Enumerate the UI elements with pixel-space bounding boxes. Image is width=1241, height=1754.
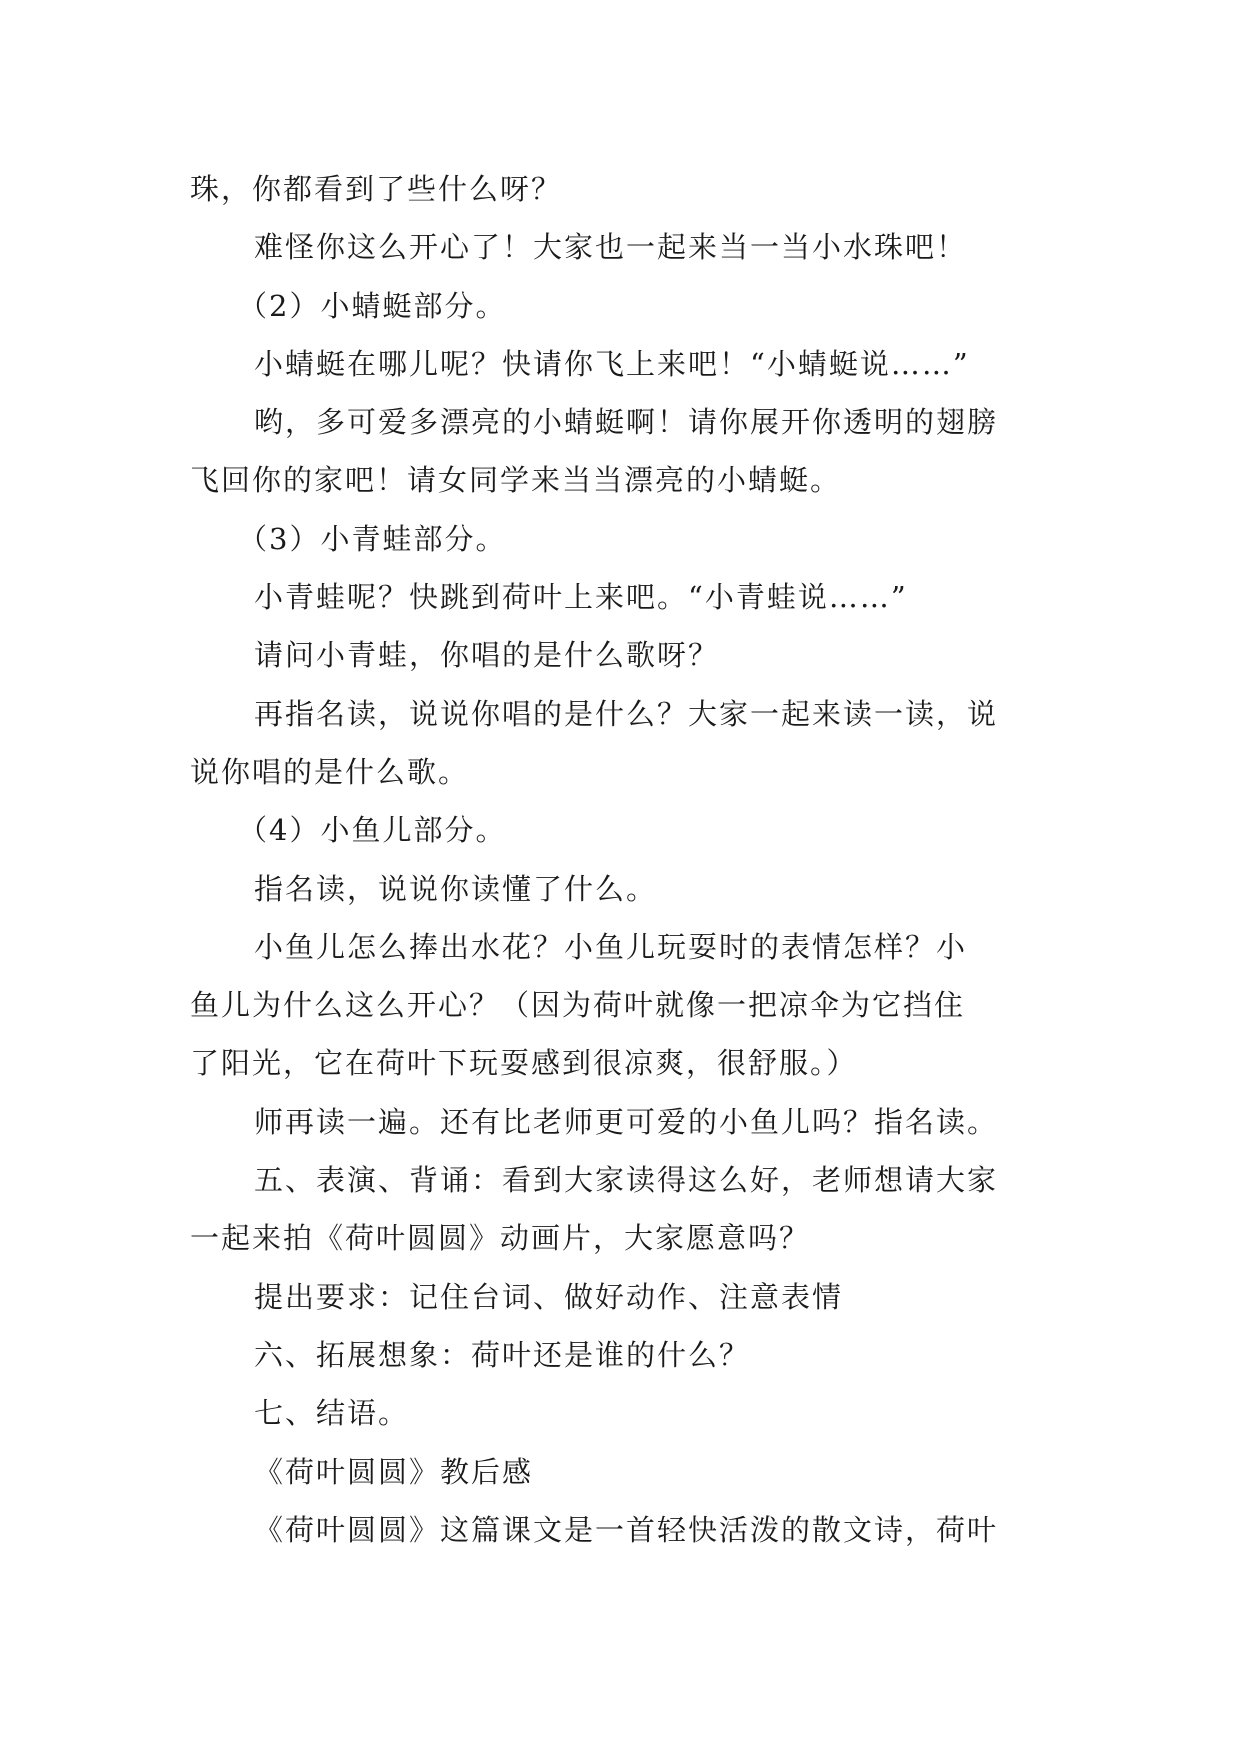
text-line: 提出要求：记住台词、做好动作、注意表情: [254, 1279, 844, 1314]
body-text: [190, 160, 1050, 1559]
text-line: 一起来拍《荷叶圆圆》动画片，大家愿意吗？: [190, 1221, 811, 1256]
text-line: 七、结语。: [254, 1396, 410, 1431]
section-heading: （2）小蜻蜓部分。: [238, 288, 507, 323]
text-line: 鱼儿为什么这么开心？（因为荷叶就像一把凉伞为它挡住: [190, 988, 966, 1023]
text-line: 哟，多可爱多漂亮的小蜻蜓啊！请你展开你透明的翅膀: [254, 405, 999, 440]
text-line: 六、拓展想象：荷叶还是谁的什么？: [254, 1337, 751, 1372]
text-line: 珠，你都看到了些什么呀？: [190, 172, 563, 206]
text-line: 请问小青蛙，你唱的是什么歌呀？: [254, 638, 720, 673]
text-line: 飞回你的家吧！请女同学来当当漂亮的小蜻蜓。: [190, 463, 842, 498]
text-line: 了阳光，它在荷叶下玩耍感到很凉爽，很舒服。）: [190, 1046, 858, 1081]
text-line: 小青蛙呢？快跳到荷叶上来吧。“小青蛙说……”: [254, 580, 908, 615]
section-heading: （4）小鱼儿部分。: [238, 813, 507, 848]
text-line: 小蜻蜓在哪儿呢？快请你飞上来吧！“小蜻蜓说……”: [254, 346, 970, 381]
subtitle: 《荷叶圆圆》教后感: [254, 1454, 534, 1489]
text-line: 难怪你这么开心了！大家也一起来当一当小水珠吧！: [254, 230, 968, 265]
text-line: 小鱼儿怎么捧出水花？小鱼儿玩耍时的表情怎样？小: [254, 929, 968, 964]
text-line: 师再读一遍。还有比老师更可爱的小鱼儿吗？指名读。: [254, 1104, 999, 1139]
text-line: 指名读，说说你读懂了什么。: [254, 871, 658, 906]
text-line: 说你唱的是什么歌。: [190, 754, 470, 789]
section-heading: （3）小青蛙部分。: [238, 521, 507, 556]
text-line: 五、表演、背诵：看到大家读得这么好，老师想请大家: [254, 1163, 999, 1198]
text-line: 再指名读，说说你唱的是什么？大家一起来读一读，说: [254, 696, 999, 731]
text-line: 《荷叶圆圆》这篇课文是一首轻快活泼的散文诗，荷叶: [254, 1512, 999, 1547]
